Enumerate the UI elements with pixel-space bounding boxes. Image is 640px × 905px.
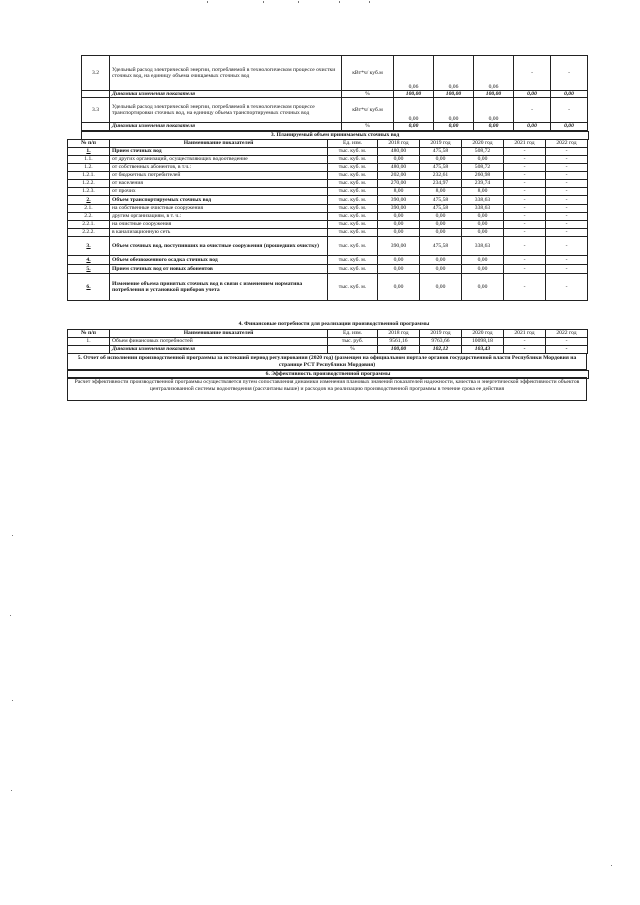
value-2018: 390,00	[378, 237, 420, 256]
value-2020: 0,00	[462, 256, 504, 265]
row-number: 6.	[68, 274, 110, 301]
value-2022: 0,00	[551, 91, 588, 98]
value-2019: 475,58	[420, 205, 462, 213]
value-2021: -	[504, 148, 546, 156]
unit-cell: тыс. куб. м.	[328, 205, 378, 213]
value-2018: 0,00	[394, 98, 434, 123]
row-number: 2.	[68, 196, 110, 205]
value-2020: 260,98	[462, 172, 504, 180]
section-5-report: 5. Отчет об исполнении производственной программы за истекший период регулирования (2020 год) (размещен на официальном портале органов государственной власти Республики Мордовия на странице РСТ Республики Мордовия)	[67, 353, 587, 370]
value-2022: -	[546, 237, 588, 256]
unit-cell: тыс. куб. м.	[328, 274, 378, 301]
unit-cell: тыс. куб. м.	[328, 196, 378, 205]
table-row	[68, 213, 588, 221]
value-2020: 103,43	[462, 346, 504, 354]
col-header-2018: 2018 год	[378, 140, 420, 148]
value-2020: 0,00	[462, 213, 504, 221]
value-2021: -	[514, 56, 551, 91]
value-2020: 508,72	[462, 148, 504, 156]
value-2021: -	[504, 213, 546, 221]
indicator-name: Прием сточных вод от новых абонентов	[110, 265, 328, 274]
unit-cell: тыс. куб. м.	[328, 172, 378, 180]
value-2019: 8,00	[420, 188, 462, 196]
value-2020: 10098,18	[462, 338, 504, 346]
col-header-2020: 2020 год	[462, 330, 504, 338]
unit-cell: тыс. куб. м.	[328, 156, 378, 164]
value-2022: -	[546, 213, 588, 221]
value-2019: 0,00	[420, 213, 462, 221]
value-2019: 0,00	[420, 221, 462, 229]
value-2021: -	[504, 229, 546, 237]
indicator-name: Объем финансовых потребностей	[110, 338, 328, 346]
table-row	[68, 148, 588, 156]
table-row	[68, 196, 588, 205]
row-number: 2.2.	[68, 213, 110, 221]
col-header-name: Наименование показателей	[110, 140, 328, 148]
section-6-text: Расчет эффективности производственной программы осуществляется путем сопоставления динамики изменения плановых значений показателей надежности, качества и энергетической эффективности объектов централизованной системы водоотведения (рассчитаны выше) и расходов на реализацию производственной программы в течение срока ее действия	[67, 377, 587, 401]
table-row	[68, 164, 588, 172]
value-2020: 0,00	[474, 98, 514, 123]
value-2018: 202,00	[378, 172, 420, 180]
row-number: 1.2.	[68, 164, 110, 172]
wastewater-volume-table	[67, 139, 588, 301]
row-number: 1.	[68, 338, 110, 346]
value-2021: 0,00	[514, 123, 551, 130]
value-2018: 0,00	[378, 221, 420, 229]
scan-mark	[11, 790, 12, 791]
table-row	[68, 265, 588, 274]
value-2021: -	[504, 196, 546, 205]
value-2021: -	[504, 188, 546, 196]
value-2018: 0,00	[378, 156, 420, 164]
value-2018: 480,00	[378, 164, 420, 172]
row-number: 3.	[68, 237, 110, 256]
value-2022: -	[546, 148, 588, 156]
unit-cell: кВт*ч/ куб.м	[342, 98, 394, 123]
indicator-name: от бюджетных потребителей	[110, 172, 328, 180]
unit-cell: тыс. куб. м.	[328, 237, 378, 256]
value-2022: -	[546, 265, 588, 274]
dynamics-row	[82, 123, 588, 130]
value-2019: 0,06	[434, 56, 474, 91]
value-2021: -	[504, 265, 546, 274]
value-2018: 270,00	[378, 180, 420, 188]
row-number: 5.	[68, 265, 110, 274]
value-2019: 102,12	[420, 346, 462, 354]
value-2021: -	[504, 274, 546, 301]
table-row	[68, 180, 588, 188]
value-2020: 100,00	[474, 91, 514, 98]
indicator-name: Удельный расход электрической энергии, потребляемой в технологическом процессе транспортировки сточных вод, на единицу объема транспортируемых сточных вод	[110, 98, 342, 123]
value-2022: -	[546, 338, 588, 346]
value-2019: 0,00	[434, 98, 474, 123]
table-row	[68, 156, 588, 164]
section-6-title: 6. Эффективность производственной программы	[67, 370, 589, 379]
value-2019: 0,00	[420, 265, 462, 274]
col-header-unit: Ед. изм.	[328, 140, 378, 148]
value-2019: 0,00	[420, 229, 462, 237]
value-2019: 100,00	[434, 91, 474, 98]
value-2020: 508,72	[462, 164, 504, 172]
value-2018: 0,00	[378, 229, 420, 237]
value-2021: -	[504, 205, 546, 213]
value-2019: 234,97	[420, 180, 462, 188]
value-2018: 0,00	[378, 213, 420, 221]
indicator-name: Объем сточных вод, поступивших на очистные сооружения (прошедших очистку)	[110, 237, 328, 256]
col-header-2022: 2022 год	[546, 330, 588, 338]
indicator-name: Изменение объема принятых сточных вод в связи с изменением норматива потребления и установкой приборов учета	[110, 274, 328, 301]
value-2021: -	[504, 164, 546, 172]
value-2021: -	[504, 237, 546, 256]
value-2020: 338,63	[462, 196, 504, 205]
table-row	[82, 98, 588, 123]
scan-mark	[12, 535, 13, 536]
col-header-num: № п/п	[68, 140, 110, 148]
value-2022: -	[546, 229, 588, 237]
value-2020: 338,63	[462, 205, 504, 213]
value-2018: 100,00	[378, 346, 420, 354]
value-2022: -	[546, 164, 588, 172]
table-row	[68, 237, 588, 256]
value-2020: 8,00	[462, 188, 504, 196]
table-header-row	[68, 330, 588, 338]
value-2019: 0,00	[420, 156, 462, 164]
indicator-name: Динамика изменения показателя	[110, 123, 342, 130]
value-2022: -	[546, 196, 588, 205]
table-row	[68, 229, 588, 237]
table-row	[68, 205, 588, 213]
value-2020: 338,63	[462, 237, 504, 256]
unit-cell: тыс. куб. м.	[328, 148, 378, 156]
value-2022: -	[551, 98, 588, 123]
row-number: 2.2.2.	[68, 229, 110, 237]
col-header-2021: 2021 год	[504, 140, 546, 148]
indicator-name: от населения	[110, 180, 328, 188]
indicator-name: Удельный расход электрической энергии, потребляемой в технологическом процессе очистки сточных вод, на единицу объема очищаемых сточных вод	[110, 56, 342, 91]
indicator-name: Динамика изменения показателя	[110, 91, 342, 98]
value-2022: -	[546, 180, 588, 188]
value-2021: -	[504, 172, 546, 180]
col-header-2021: 2021 год	[504, 330, 546, 338]
scan-mark	[369, 1, 370, 3]
financial-needs-table	[67, 329, 588, 354]
value-2021: 0,00	[514, 91, 551, 98]
value-2018: 0,00	[378, 265, 420, 274]
scan-mark	[207, 1, 208, 3]
unit-cell: тыс. куб. м.	[328, 256, 378, 265]
unit-cell: тыс. куб. м.	[328, 188, 378, 196]
value-2019: 475,58	[420, 237, 462, 256]
value-2022: -	[551, 56, 588, 91]
col-header-2019: 2019 год	[420, 330, 462, 338]
value-2022: -	[546, 172, 588, 180]
value-2018: 9561,16	[378, 338, 420, 346]
value-2018: 480,00	[378, 148, 420, 156]
row-number: 1.	[68, 148, 110, 156]
value-2018: 0,06	[394, 56, 434, 91]
indicator-name: в канализационную сеть	[110, 229, 328, 237]
row-number: 4.	[68, 256, 110, 265]
value-2020: 0,00	[462, 156, 504, 164]
scan-mark	[298, 1, 299, 3]
unit-cell: %	[342, 123, 394, 130]
indicator-name: Объем обезвоженного осадка сточных вод	[110, 256, 328, 265]
value-2020: 0,00	[462, 221, 504, 229]
col-header-2020: 2020 год	[462, 140, 504, 148]
value-2020: 0,00	[462, 274, 504, 301]
unit-cell: тыс. куб. м.	[328, 221, 378, 229]
col-header-num: № п/п	[68, 330, 110, 338]
value-2020: 0,00	[474, 123, 514, 130]
value-2019: 475,58	[420, 164, 462, 172]
unit-cell: %	[342, 91, 394, 98]
unit-cell: кВт*ч/ куб.м	[342, 56, 394, 91]
scan-mark	[263, 1, 264, 3]
table-row	[82, 56, 588, 91]
col-header-2018: 2018 год	[378, 330, 420, 338]
row-number	[82, 91, 110, 98]
value-2019: 0,00	[420, 274, 462, 301]
section-3-title: 3. Планируемый объем принимаемых сточных вод	[81, 131, 589, 140]
value-2022: -	[546, 256, 588, 265]
col-header-2022: 2022 год	[546, 140, 588, 148]
value-2018: 0,00	[378, 256, 420, 265]
value-2018: 8,00	[378, 188, 420, 196]
value-2022: -	[546, 156, 588, 164]
energy-indicators-table	[81, 55, 588, 131]
indicator-name: на собственные очистные сооружения	[110, 205, 328, 213]
value-2019: 0,00	[420, 256, 462, 265]
value-2022: -	[546, 205, 588, 213]
table-row	[68, 188, 588, 196]
row-number: 1.1.	[68, 156, 110, 164]
value-2022: 0,00	[551, 123, 588, 130]
row-number: 3.2	[82, 56, 110, 91]
row-number: 2.2.1.	[68, 221, 110, 229]
col-header-unit: Ед. изм.	[328, 330, 378, 338]
value-2021: -	[504, 346, 546, 354]
value-2021: -	[504, 338, 546, 346]
value-2018: 390,00	[378, 205, 420, 213]
value-2019: 232,61	[420, 172, 462, 180]
indicator-name: Объем транспортируемых сточных вод	[110, 196, 328, 205]
value-2018: 0,00	[378, 274, 420, 301]
value-2021: -	[504, 256, 546, 265]
table-row	[68, 172, 588, 180]
indicator-name: Динамика изменения показателя	[110, 346, 328, 354]
col-header-2019: 2019 год	[420, 140, 462, 148]
value-2019: 9763,66	[420, 338, 462, 346]
scan-mark	[611, 865, 612, 866]
unit-cell: тыс. куб. м.	[328, 229, 378, 237]
row-number: 1.2.2.	[68, 180, 110, 188]
value-2022: -	[546, 188, 588, 196]
table-row	[68, 221, 588, 229]
value-2021: -	[504, 156, 546, 164]
col-header-name: Наименование показателей	[110, 330, 328, 338]
unit-cell: %	[328, 346, 378, 354]
value-2018: 0,00	[394, 123, 434, 130]
value-2021: -	[504, 221, 546, 229]
value-2020: 0,06	[474, 56, 514, 91]
value-2019: 0,00	[434, 123, 474, 130]
scan-mark	[12, 700, 13, 701]
value-2022: -	[546, 221, 588, 229]
table-row	[68, 256, 588, 265]
unit-cell: тыс. куб. м.	[328, 213, 378, 221]
value-2020: 0,00	[462, 265, 504, 274]
indicator-name: на очистные сооружения	[110, 221, 328, 229]
section-4-title: 4. Финансовые потребности для реализации производственной программы	[81, 321, 587, 328]
value-2020: 239,74	[462, 180, 504, 188]
indicator-name: от собственных абонентов, в т.ч.:	[110, 164, 328, 172]
indicator-name: Прием сточных вод	[110, 148, 328, 156]
row-number: 1.2.1.	[68, 172, 110, 180]
row-number: 3.3	[82, 98, 110, 123]
value-2019: 475,58	[420, 196, 462, 205]
table-header-row	[68, 140, 588, 148]
table-row	[68, 338, 588, 346]
unit-cell: тыс. куб. м.	[328, 164, 378, 172]
value-2021: -	[504, 180, 546, 188]
value-2022: -	[546, 274, 588, 301]
indicator-name: от других организаций, осуществляющих водоотведение	[110, 156, 328, 164]
unit-cell: тыс. руб.	[328, 338, 378, 346]
value-2019: 475,58	[420, 148, 462, 156]
value-2020: 0,00	[462, 229, 504, 237]
row-number: 1.2.3.	[68, 188, 110, 196]
value-2018: 100,00	[394, 91, 434, 98]
indicator-name: другим организациям, в т. ч.:	[110, 213, 328, 221]
scan-mark	[339, 1, 340, 3]
dynamics-row	[82, 91, 588, 98]
value-2022: -	[546, 346, 588, 354]
value-2021: -	[514, 98, 551, 123]
unit-cell: тыс. куб. м.	[328, 265, 378, 274]
unit-cell: тыс. куб. м.	[328, 180, 378, 188]
value-2018: 390,00	[378, 196, 420, 205]
table-row	[68, 274, 588, 301]
row-number: 2.1.	[68, 205, 110, 213]
row-number	[82, 123, 110, 130]
scan-mark	[10, 615, 11, 616]
indicator-name: от прочих	[110, 188, 328, 196]
